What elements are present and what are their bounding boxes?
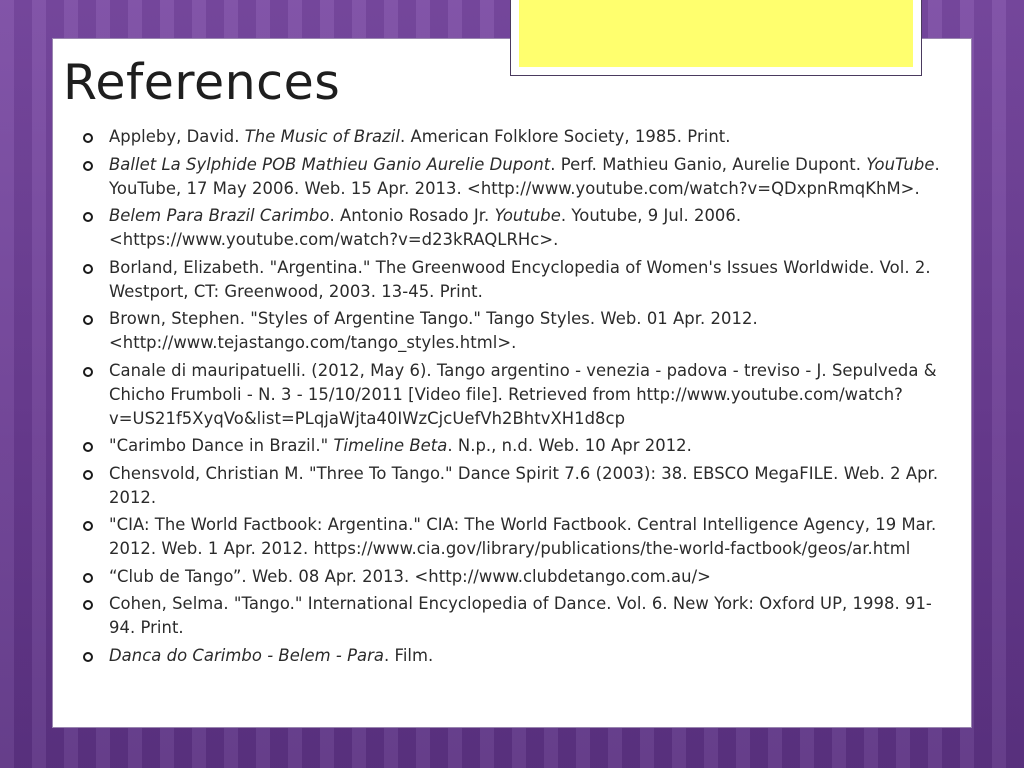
reference-title-text: Timeline Beta (333, 436, 448, 455)
reference-title-text: YouTube (866, 154, 935, 174)
reference-text: . YouTube, 17 May 2006. Web. 15 Apr. 2013. <http://www.youtube.com/watch?v=QDxpnRmqKhM>. (109, 154, 940, 198)
bullet-icon (83, 600, 93, 610)
reference-item (82, 153, 948, 201)
reference-text: Borland, Elizabeth. "Argentina." The Greenwood Encyclopedia of Women's Issues Worldwide. Vol. 2. Westport, CT: Greenwood, 2003. 13-45. Print. (109, 257, 931, 301)
accent-fill (519, 0, 913, 67)
bullet-icon (83, 212, 93, 222)
reference-title-text: The Music of Brazil (244, 127, 400, 146)
reference-text: “Club de Tango”. Web. 08 Apr. 2013. <http://www.clubdetango.com.au/> (109, 566, 711, 586)
accent-box (510, 0, 922, 76)
bullet-icon (83, 161, 93, 171)
reference-item (82, 359, 948, 431)
bullet-icon (83, 367, 93, 377)
reference-title-text: Youtube (494, 206, 561, 225)
reference-item (82, 204, 948, 252)
reference-text: "CIA: The World Factbook: Argentina." CIA: The World Factbook. Central Intelligence Agency, 19 Mar. 2012. Web. 1 Apr. 2012. https://www.cia.gov/library/publications/the-world-factbook/geos/ar.html (109, 515, 937, 558)
reference-text: Chensvold, Christian M. "Three To Tango." Dance Spirit 7.6 (2003): 38. EBSCO MegaFILE. Web. 2 Apr. 2012. (109, 463, 939, 507)
reference-text: Cohen, Selma. "Tango." International Encyclopedia of Dance. Vol. 6. New York: Oxford UP, 1998. 91-94. Print. (109, 594, 932, 637)
reference-item (82, 513, 948, 561)
bullet-icon (83, 315, 93, 325)
reference-text: Appleby, David. (109, 127, 245, 146)
reference-text: . Film. (384, 645, 434, 665)
reference-text: . Youtube, 9 Jul. 2006. <https://www.youtube.com/watch?v=d23kRAQLRHc>. (109, 206, 742, 249)
reference-text: "Carimbo Dance in Brazil." (109, 436, 334, 455)
reference-item (82, 644, 948, 668)
bullet-icon (83, 652, 93, 662)
reference-text: . American Folklore Society, 1985. Print. (399, 127, 731, 146)
reference-text: . Perf. Mathieu Ganio, Aurelie Dupont. (550, 154, 867, 174)
reference-item (82, 462, 948, 510)
reference-text: Canale di mauripatuelli. (2012, May 6). Tango argentino - venezia - padova - treviso - J. Sepulveda & Chicho Frumboli - N. 3 - 15/10/2011 [Video file]. Retrieved from http://www.youtube.com/watch?v=US21f5XyqVo&list=PLqjaWjta40IWzCjcUefVh2BhtvXH1d8cp (109, 360, 937, 428)
reference-title-text: Belem Para Brazil Carimbo (109, 206, 330, 225)
reference-title-text: Ballet La Sylphide POB Mathieu Ganio Aurelie Dupont (109, 154, 551, 174)
bullet-icon (83, 573, 93, 583)
page-title: References (63, 54, 341, 111)
reference-item (82, 592, 948, 640)
reference-text: . Antonio Rosado Jr. (329, 206, 495, 225)
bullet-icon (83, 521, 93, 531)
reference-text: Brown, Stephen. "Styles of Argentine Tango." Tango Styles. Web. 01 Apr. 2012. <http://www.tejastango.com/tango_styles.html>. (109, 309, 758, 352)
bullet-icon (83, 442, 93, 452)
reference-text: . N.p., n.d. Web. 10 Apr 2012. (447, 436, 692, 455)
reference-item (82, 125, 948, 149)
bullet-icon (83, 470, 93, 480)
bullet-icon (83, 133, 93, 143)
reference-item (82, 565, 948, 589)
reference-title-text: Danca do Carimbo - Belem - Para (109, 645, 385, 665)
reference-item (82, 307, 948, 355)
reference-item (82, 256, 948, 304)
bullet-icon (83, 264, 93, 274)
reference-list (82, 125, 948, 671)
reference-item (82, 434, 948, 458)
